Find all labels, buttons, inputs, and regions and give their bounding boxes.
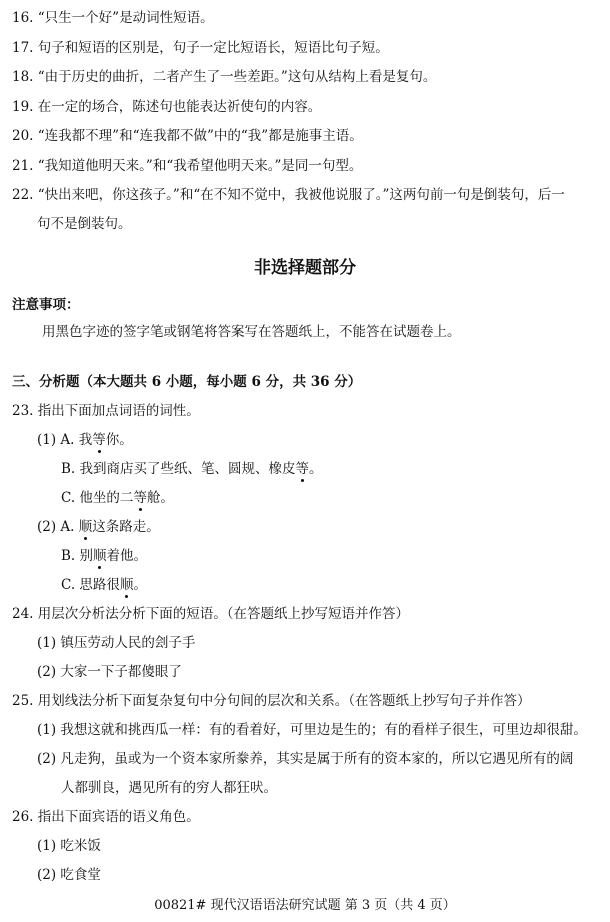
question-26-item-1: (1) 吃米饭 (37, 838, 101, 854)
question-25-item-1: (1) 我想这就和挑西瓜一样：有的看着好，可里边是生的；有的看样子很生，可里边却很甜。 (37, 722, 587, 738)
judgment-item-17 (12, 39, 389, 57)
question-23-group-1-c: C. 他坐的二等舱。 (61, 490, 174, 506)
item-number: 21. (12, 158, 34, 174)
notice-label: 注意事项： (12, 297, 80, 313)
dotted-word: 等 (133, 490, 147, 506)
question-24-stem: 24. 用层次分析法分析下面的短语。（在答题纸上抄写短语并作答） (12, 606, 410, 622)
item-text: “快出来吧，你这孩子。”和“在不知不觉中，我被他说服了。”这两句前一句是倒装句，后一 (37, 187, 565, 203)
question-24-item-1: (1) 镇压劳动人民的刽子手 (37, 635, 196, 651)
page-footer: 00821# 现代汉语语法研究试题 第 3 页（共 4 页） (154, 898, 456, 913)
question-23-group-2-a: (2) A. 顺这条路走。 (37, 519, 160, 535)
question-23-group-2-c: C. 思路很顺。 (61, 577, 147, 593)
notice-text: 用黑色字迹的签字笔或钢笔将答案写在答题纸上，不能答在试题卷上。 (42, 324, 461, 340)
item-text: “连我都不理”和“连我都不做”中的“我”都是施事主语。 (37, 128, 363, 144)
dotted-word: 顺 (93, 548, 107, 564)
item-number: 16. (12, 10, 34, 26)
dotted-word: 等 (92, 432, 106, 448)
judgment-item-22-continuation: 句不是倒装句。 (37, 216, 132, 232)
dotted-word: 等 (295, 461, 310, 477)
judgment-item-22 (12, 186, 565, 204)
question-23-group-1-a: (1) A. 我等你。 (37, 432, 133, 448)
item-number: 18. (12, 69, 34, 85)
question-25-stem: 25. 用划线法分析下面复杂复句中分句间的层次和关系。（在答题纸上抄写句子并作答） (12, 693, 531, 709)
item-text: 在一定的场合，陈述句也能表达祈使句的内容。 (37, 99, 322, 115)
group-label: (1) (37, 432, 57, 448)
item-text: “我知道他明天来。”和“我希望他明天来。”是同一句型。 (37, 158, 363, 174)
judgment-item-21 (12, 157, 362, 175)
question-25-item-2: (2) 凡走狗，虽或为一个资本家所豢养，其实是属于所有的资本家的，所以它遇见所有的阔 (37, 751, 574, 767)
question-23-group-1-b: B. 我到商店买了些纸、笔、圆规、橡皮等。 (61, 461, 323, 477)
dotted-word: 顺 (78, 519, 93, 535)
item-text: 句子和短语的区别是，句子一定比短语长，短语比句子短。 (37, 40, 389, 56)
question-25-item-2-continuation: 人都驯良，遇见所有的穷人都狂吠。 (61, 780, 277, 796)
judgment-item-16 (12, 9, 214, 27)
dotted-word: 顺 (119, 577, 134, 593)
question-24-item-2: (2) 大家一下子都傻眼了 (37, 664, 182, 680)
question-23-group-2-b: B. 别顺着他。 (61, 548, 148, 564)
judgment-item-19 (12, 98, 321, 116)
judgment-item-18 (12, 68, 436, 86)
item-text: “由于历史的曲折，二者产生了一些差距。”这句从结构上看是复句。 (37, 69, 437, 85)
item-number: 17. (12, 40, 34, 56)
part-title: 非选择题部分 (254, 258, 356, 278)
question-26-stem: 26. 指出下面宾语的语义角色。 (12, 809, 200, 825)
item-number: 20. (12, 128, 34, 144)
question-23-stem: 23. 指出下面加点词语的词性。 (12, 403, 200, 419)
item-number: 19. (12, 99, 34, 115)
group-label: (2) (37, 519, 57, 535)
item-number: 22. (12, 187, 34, 203)
item-text: “只生一个好”是动词性短语。 (37, 10, 214, 26)
judgment-item-20 (12, 127, 363, 145)
question-26-item-2: (2) 吃食堂 (37, 867, 101, 883)
section-heading: 三、分析题（本大题共 6 小题，每小题 6 分，共 36 分） (12, 374, 362, 390)
